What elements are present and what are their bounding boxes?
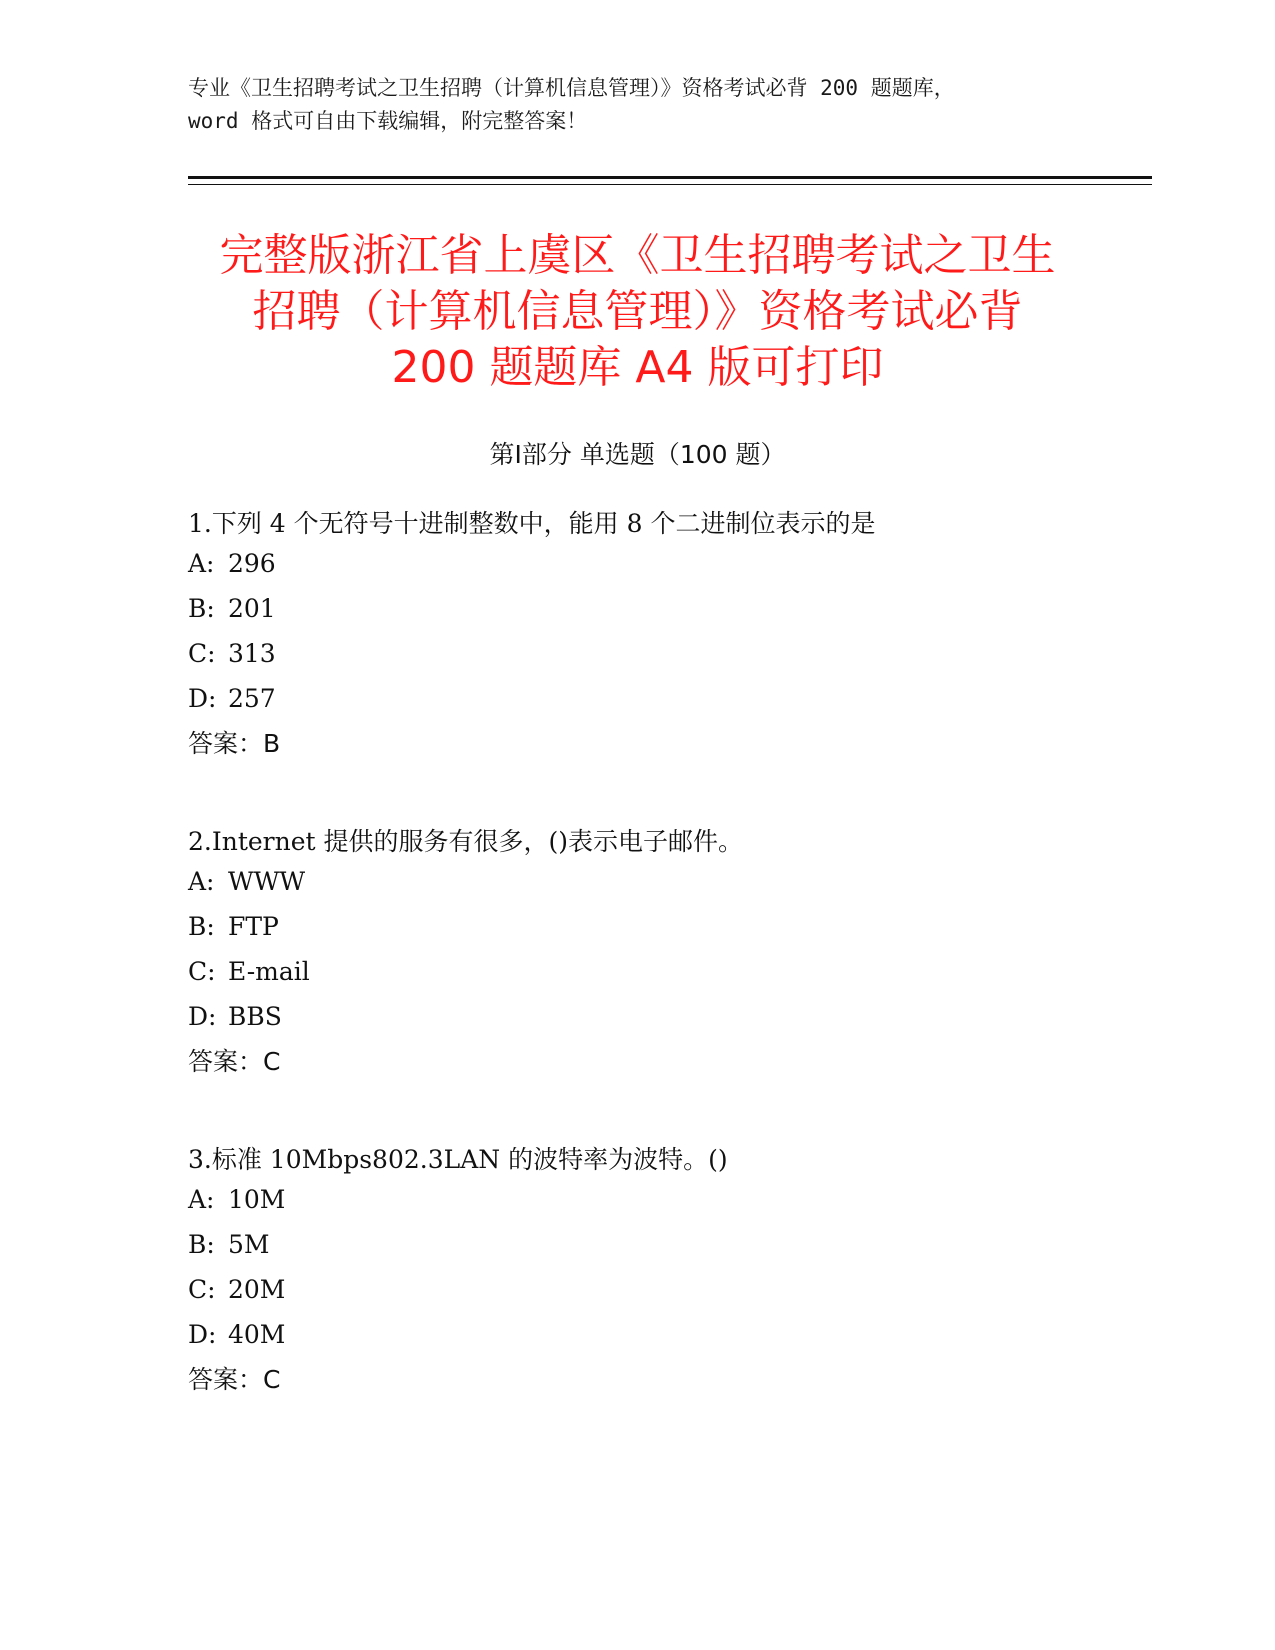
question-2 xyxy=(188,825,1148,1079)
option-key: D: xyxy=(188,1320,217,1349)
title-line-3: 200 题题库 A4 版可打印 xyxy=(391,342,884,393)
option-text: 5M xyxy=(228,1230,270,1259)
option-key: A: xyxy=(188,1185,215,1214)
document-title xyxy=(150,228,1125,396)
option-c xyxy=(188,955,1148,1000)
option-b xyxy=(188,592,1148,637)
option-c xyxy=(188,637,1148,682)
question-stem: 2.Internet 提供的服务有很多，()表示电子邮件。 xyxy=(188,827,744,856)
option-key: C: xyxy=(188,957,216,986)
option-text: 10M xyxy=(228,1185,286,1214)
option-text: 296 xyxy=(228,549,276,578)
question-1 xyxy=(188,507,1148,761)
option-key: D: xyxy=(188,684,217,713)
header-note-line-1: 专业《卫生招聘考试之卫生招聘（计算机信息管理）》资格考试必背 200 题题库， xyxy=(188,76,955,100)
question-stem: 1.下列 4 个无符号十进制整数中，能用 8 个二进制位表示的是 xyxy=(188,509,876,538)
option-key: C: xyxy=(188,639,216,668)
option-d xyxy=(188,1000,1148,1045)
option-d xyxy=(188,1318,1148,1363)
answer-line: 答案：C xyxy=(188,1365,281,1394)
document-header-note xyxy=(188,72,1088,138)
header-divider-thin xyxy=(188,184,1152,185)
option-key: A: xyxy=(188,867,215,896)
option-key: B: xyxy=(188,594,215,623)
question-3 xyxy=(188,1143,1148,1397)
option-c xyxy=(188,1273,1148,1318)
answer-line: 答案：B xyxy=(188,729,281,758)
option-key: B: xyxy=(188,1230,215,1259)
question-stem: 3.标准 10Mbps802.3LAN 的波特率为波特。() xyxy=(188,1145,728,1174)
option-text: FTP xyxy=(228,912,279,941)
option-a xyxy=(188,865,1148,910)
option-text: 40M xyxy=(228,1320,286,1349)
option-key: A: xyxy=(188,549,215,578)
option-text: WWW xyxy=(228,867,306,896)
option-text: BBS xyxy=(228,1002,282,1031)
option-d xyxy=(188,682,1148,727)
option-text: E-mail xyxy=(228,957,310,986)
title-line-2: 招聘（计算机信息管理）》资格考试必背 xyxy=(252,286,1023,337)
option-text: 20M xyxy=(228,1275,286,1304)
option-key: C: xyxy=(188,1275,216,1304)
option-a xyxy=(188,547,1148,592)
option-key: D: xyxy=(188,1002,217,1031)
option-text: 313 xyxy=(228,639,276,668)
section-title: 第Ⅰ部分 单选题（100 题） xyxy=(489,440,786,469)
option-a xyxy=(188,1183,1148,1228)
option-key: B: xyxy=(188,912,215,941)
option-text: 201 xyxy=(228,594,276,623)
title-line-1: 完整版浙江省上虞区《卫生招聘考试之卫生 xyxy=(219,230,1056,281)
option-text: 257 xyxy=(228,684,276,713)
header-divider-thick xyxy=(188,176,1152,179)
option-b xyxy=(188,910,1148,955)
option-b xyxy=(188,1228,1148,1273)
answer-line: 答案：C xyxy=(188,1047,281,1076)
header-note-line-2: word 格式可自由下载编辑，附完整答案！ xyxy=(188,109,588,133)
